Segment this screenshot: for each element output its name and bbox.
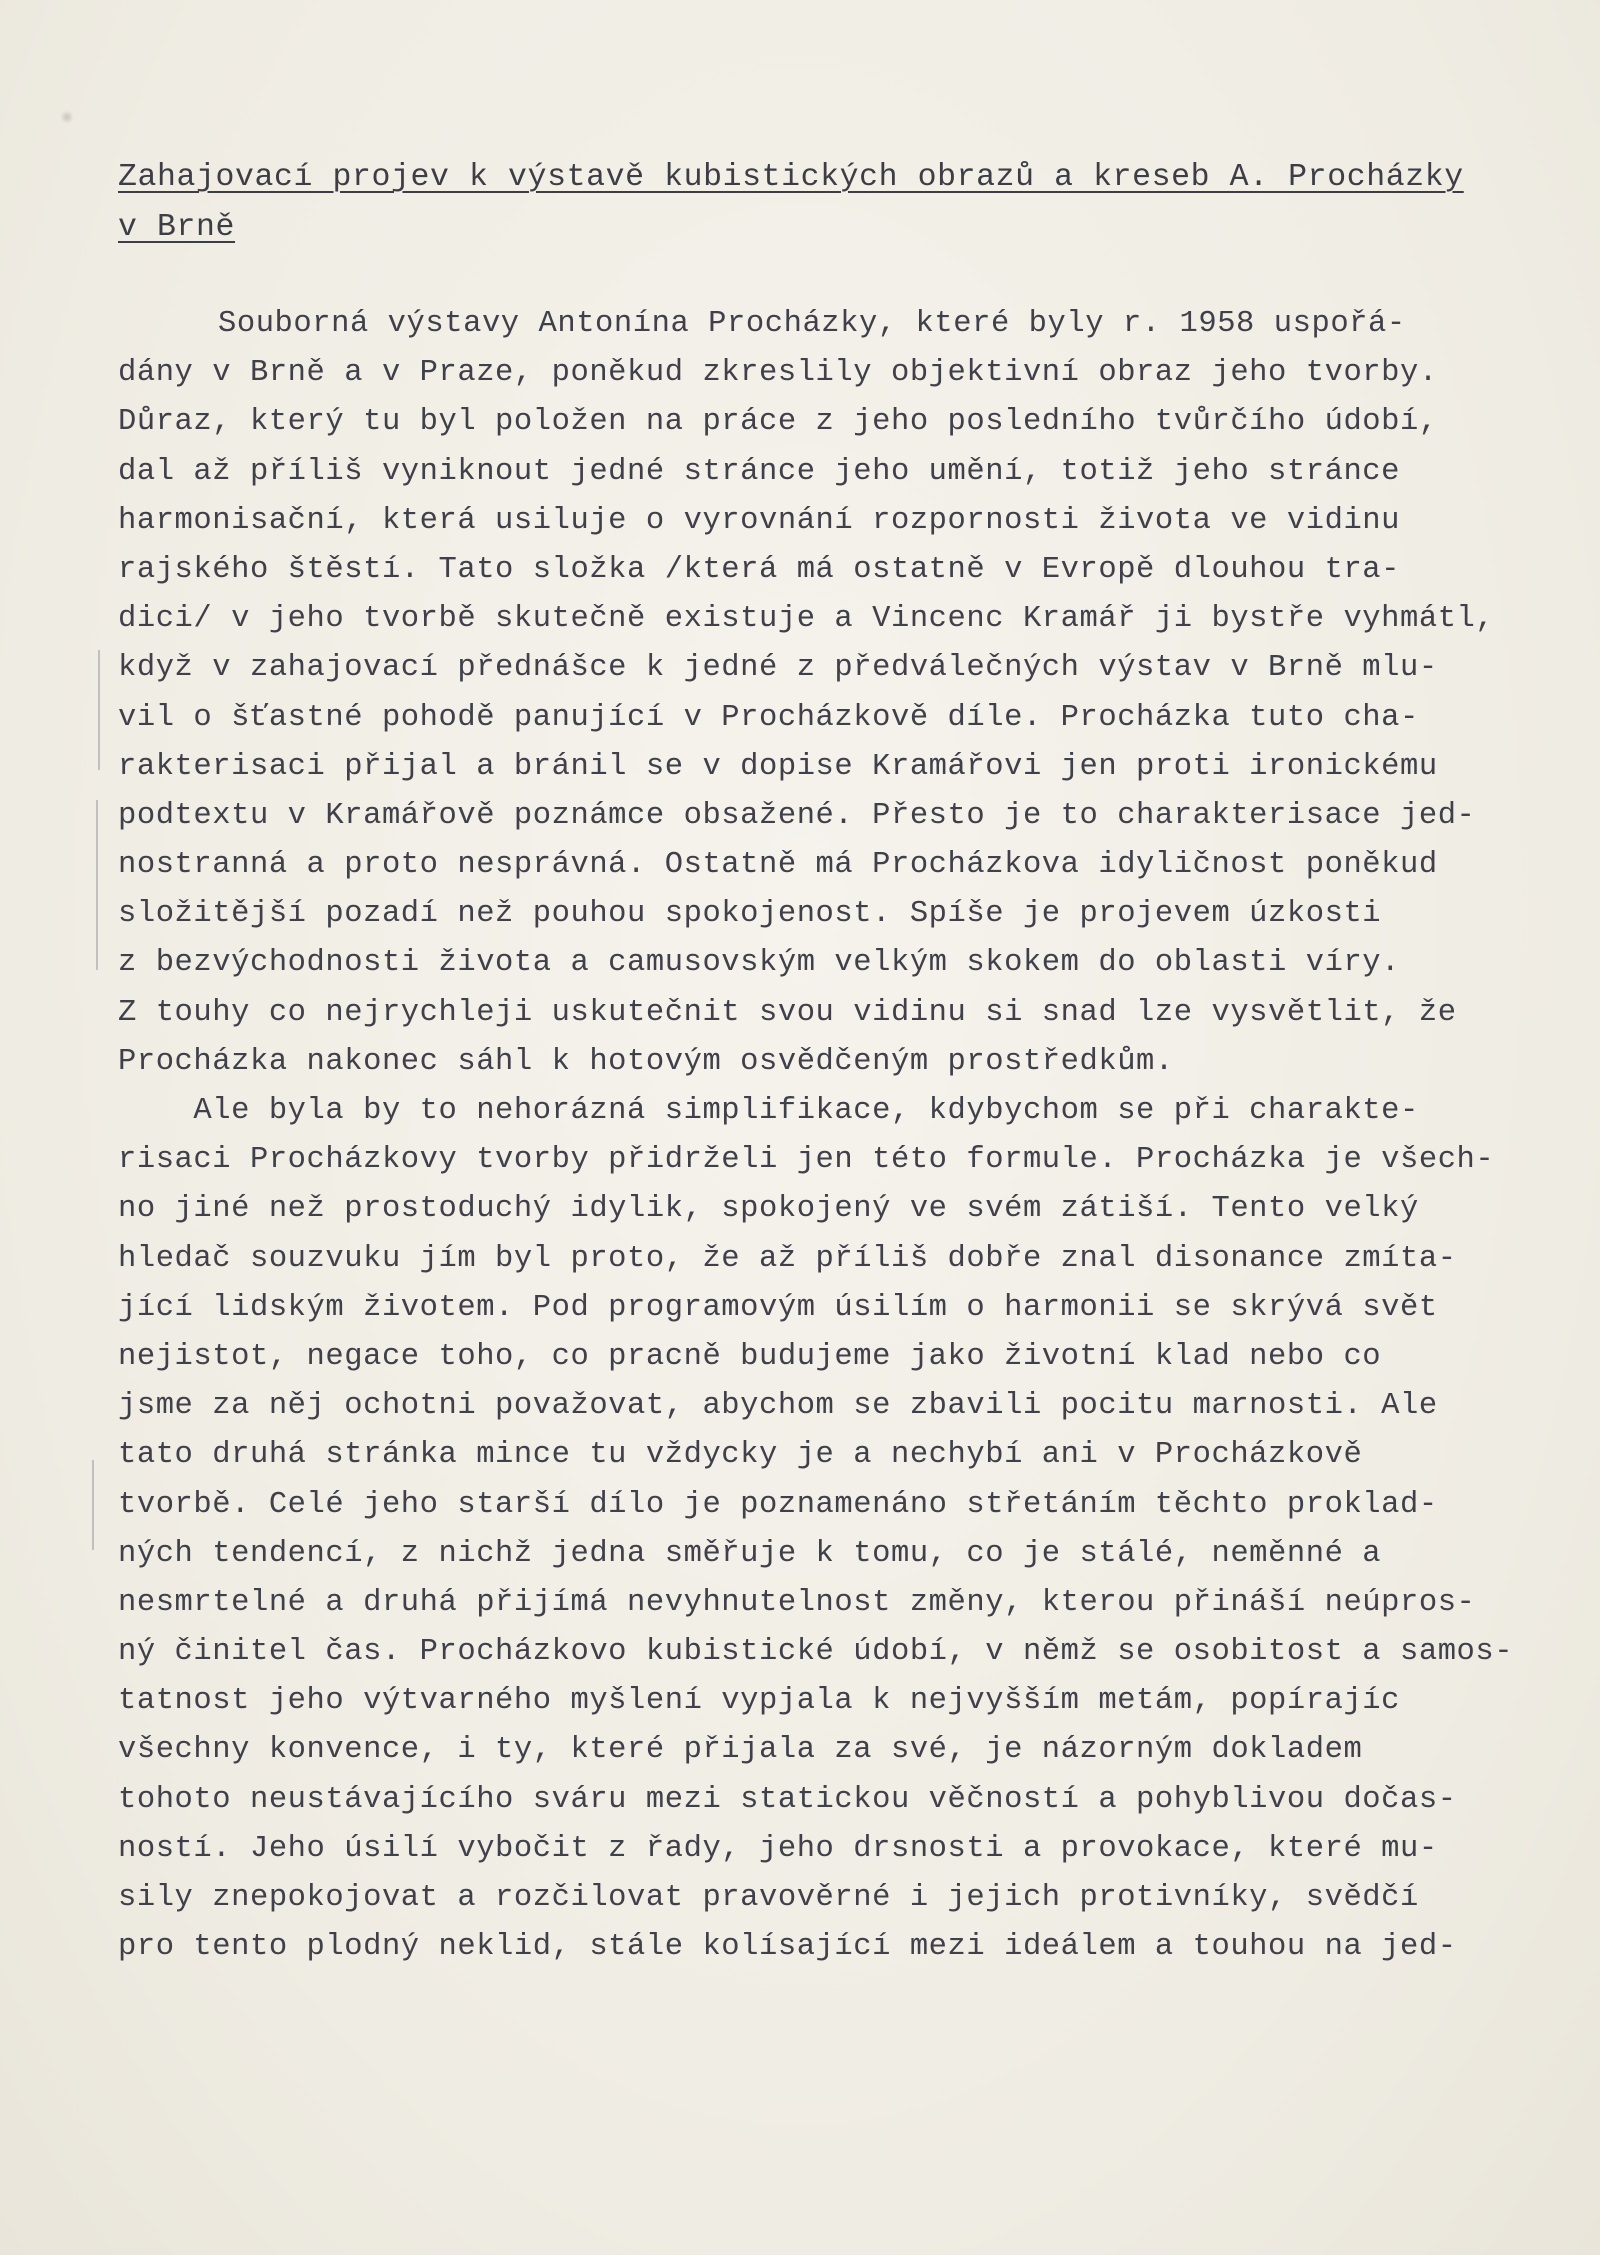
body-line: Ale byla by to nehorázná simplifikace, kdybychom se při charakte- <box>118 1094 1419 1128</box>
body-line: nostranná a proto nesprávná. Ostatně má Procházkova idyličnost poněkud <box>118 848 1438 883</box>
body-line: no jiné než prostoduchý idylik, spokojený ve svém zátiší. Tento velký <box>118 1192 1419 1227</box>
body-line: ností. Jeho úsilí vybočit z řady, jeho drsnosti a provokace, které mu- <box>118 1831 1438 1866</box>
paper-spot <box>60 110 74 124</box>
body-line: tvorbě. Celé jeho starší dílo je poznamenáno střetáním těchto proklad- <box>118 1487 1438 1522</box>
body-line: dici/ v jeho tvorbě skutečně existuje a Vincenc Kramář ji bystře vyhmátl, <box>118 602 1495 637</box>
body-line: harmonisační, která usiluje o vyrovnání rozpornosti života ve vidinu <box>118 503 1401 538</box>
body-line: všechny konvence, i ty, které přijala za své, je názorným dokladem <box>118 1733 1363 1768</box>
body-line: ný činitel čas. Procházkovo kubistické údobí, v němž se osobitost a samos- <box>118 1635 1514 1670</box>
body-line: rajského štěstí. Tato složka /která má ostatně v Evropě dlouhou tra- <box>118 552 1401 587</box>
body-line: tatnost jeho výtvarného myšlení vypjala k nejvyšším metám, popírajíc <box>118 1684 1401 1719</box>
body-line: jsme za něj ochotni považovat, abychom se zbavili pocitu marnosti. Ale <box>118 1389 1438 1424</box>
document-body <box>118 300 1558 1972</box>
body-line: když v zahajovací přednášce k jedné z předválečných výstav v Brně mlu- <box>118 651 1438 686</box>
margin-pencil-mark <box>92 1460 94 1550</box>
body-line: nejistot, negace toho, co pracně budujeme jako životní klad nebo co <box>118 1339 1382 1374</box>
body-line: risaci Procházkovy tvorby přidrželi jen této formule. Procházka je všech- <box>118 1143 1495 1178</box>
body-line: sily znepokojovat a rozčilovat pravověrné i jejich protivníky, svědčí <box>118 1881 1419 1915</box>
body-line: tato druhá stránka mince tu vždycky je a nechybí ani v Procházkově <box>118 1438 1363 1473</box>
body-line: Souborná výstavy Antonína Procházky, které byly r. 1958 uspořá- <box>218 307 1406 341</box>
body-line: rakterisaci přijal a bránil se v dopise Kramářovi jen proti ironickému <box>118 749 1438 784</box>
body-line: ných tendencí, z nichž jedna směřuje k tomu, co je stálé, neměnné a <box>118 1536 1382 1571</box>
body-line: vil o šťastné pohodě panující v Procházkově díle. Procházka tuto cha- <box>118 700 1419 735</box>
body-line: Procházka nakonec sáhl k hotovým osvědčeným prostředkům. <box>118 1044 1174 1079</box>
body-line: složitější pozadí než pouhou spokojenost. Spíše je projevem úzkosti <box>118 897 1382 932</box>
body-line: dal až příliš vyniknout jedné stránce jeho umění, totiž jeho stránce <box>118 454 1401 489</box>
body-line: nesmrtelné a druhá přijímá nevyhnutelnost změny, kterou přináší neúpros- <box>118 1585 1476 1620</box>
body-line: podtextu v Kramářově poznámce obsažené. Přesto je to charakterisace jed- <box>118 798 1476 833</box>
body-line: tohoto neustávajícího sváru mezi statickou věčností a pohyblivou dočas- <box>118 1782 1457 1817</box>
body-line: Z touhy co nejrychleji uskutečnit svou vidinu si snad lze vysvětlit, že <box>118 995 1457 1030</box>
body-line: Důraz, který tu byl položen na práce z jeho posledního tvůrčího údobí, <box>118 405 1438 440</box>
body-line: jící lidským životem. Pod programovým úsilím o harmonii se skrývá svět <box>118 1290 1438 1325</box>
margin-pencil-mark <box>96 800 98 970</box>
body-line: hledač souzvuku jím byl proto, že až příliš dobře znal disonance zmíta- <box>118 1241 1457 1276</box>
body-line: dány v Brně a v Praze, poněkud zkreslily objektivní obraz jeho tvorby. <box>118 356 1438 391</box>
margin-pencil-mark <box>98 650 100 770</box>
document-title-line-1: Zahajovací projev k výstavě kubistických obrazů a kreseb A. Procházky <box>118 160 1464 195</box>
body-line: pro tento plodný neklid, stále kolísající mezi ideálem a touhou na jed- <box>118 1930 1457 1965</box>
document-title-line-2: v Brně <box>118 210 236 245</box>
body-line: z bezvýchodnosti života a camusovským velkým skokem do oblasti víry. <box>118 946 1401 981</box>
